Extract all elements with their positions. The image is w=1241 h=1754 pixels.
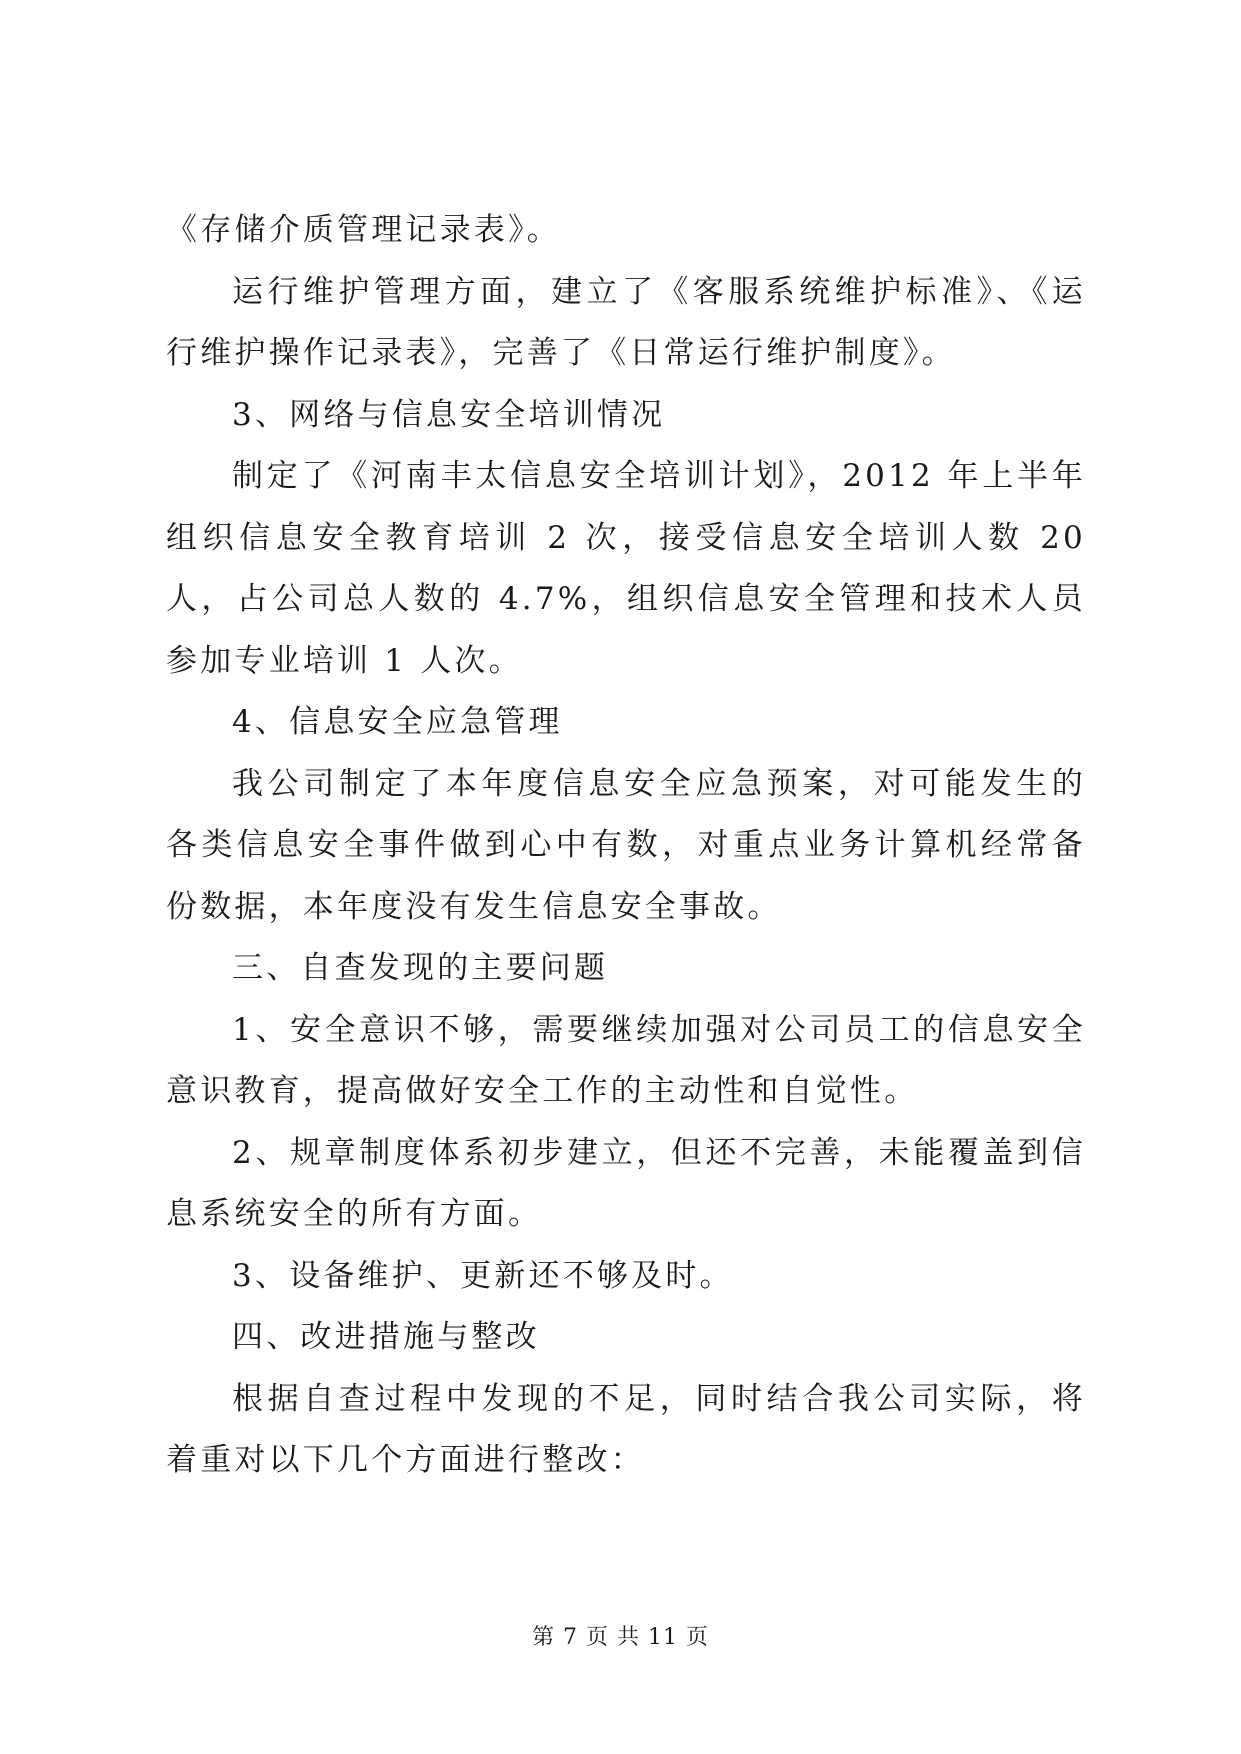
section-heading-improvements: 四、改进措施与整改: [232, 1319, 540, 1355]
paragraph-6: 我公司制定了本年度信息安全应急预案，对可能发生的各类信息安全事件做到心中有数，对重点业务计算机经常备份数据，本年度没有发生信息安全事故。: [166, 765, 1086, 925]
section-heading-training: 3、网络与信息安全培训情况: [232, 396, 666, 433]
paragraph-2: 运行维护管理方面，建立了《客服系统维护标准》、《运行维护操作记录表》，完善了《日常运行维护制度》。: [166, 273, 1086, 371]
paragraph-4: 制定了《河南丰太信息安全培训计划》，2012 年上半年组织信息安全教育培训 2 次，接受信息安全培训人数 20 人，占公司总人数的 4.7%，组织信息安全管理和技术人员参加专业培训 1 人次。: [166, 458, 1086, 679]
paragraph-12: 根据自查过程中发现的不足，同时结合我公司实际，将着重对以下几个方面进行整改：: [166, 1380, 1086, 1478]
paragraph-1: 《存储介质管理记录表》。: [166, 212, 561, 248]
problem-item-1: 1、安全意识不够，需要继续加强对公司员工的信息安全意识教育，提高做好安全工作的主动性和自觉性。: [166, 1011, 1086, 1109]
problem-item-3: 3、设备维护、更新还不够及时。: [232, 1257, 734, 1294]
section-heading-emergency: 4、信息安全应急管理: [232, 704, 563, 740]
document-body: [166, 200, 1086, 1492]
page-number-footer: 第 7 页 共 11 页: [532, 1625, 709, 1650]
problem-item-2: 2、规章制度体系初步建立，但还不完善，未能覆盖到信息系统安全的所有方面。: [166, 1134, 1086, 1232]
section-heading-problems: 三、自查发现的主要问题: [232, 950, 609, 986]
